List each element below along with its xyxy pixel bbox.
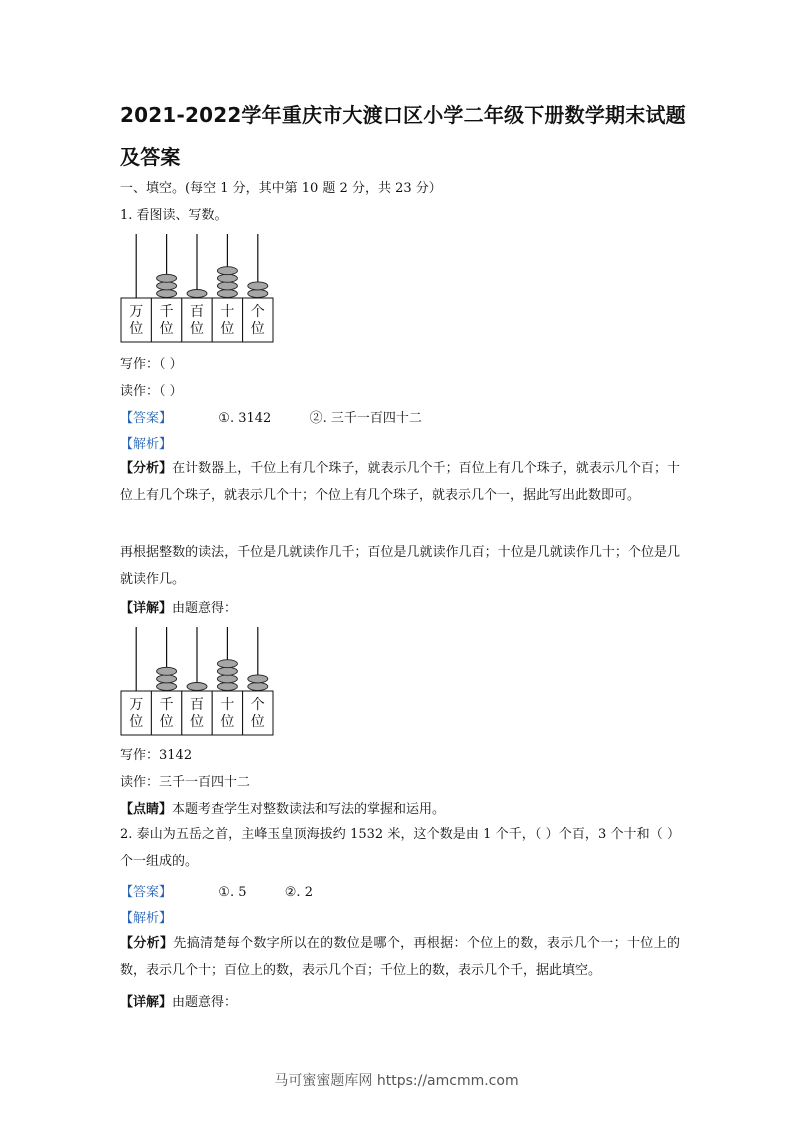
abacus-bead <box>187 683 207 691</box>
question-1-stem: 1. 看图读、写数。 <box>120 208 228 223</box>
abacus-bead <box>248 282 268 290</box>
abacus-bead <box>248 290 268 298</box>
abacus-column-label: 十 <box>220 304 235 320</box>
abacus-column-label: 千 <box>159 697 174 713</box>
abacus-column-label: 百 <box>190 697 204 713</box>
q2-answer-2: ②. 2 <box>284 885 313 900</box>
question-2-stem: 2. 泰山为五岳之首，主峰玉皇顶海拔约 1532 米，这个数是由 1 个千，（ ）个百，3 个十和（ ）个一组成的。 <box>120 827 680 869</box>
abacus-column-label: 千 <box>159 304 174 320</box>
abacus-column-label: 位 <box>129 321 144 337</box>
abacus-column-label: 位 <box>220 321 235 337</box>
analysis-tag: 【解析】 <box>120 911 173 926</box>
q1-answer-2: ②. 三千一百四十二 <box>309 411 422 426</box>
fenxi-text: 在计数器上，千位上有几个珠子，就表示几个千；百位上有几个珠子，就表示几个百；十位上有几个珠子，就表示几个十；个位上有几个珠子，就表示几个一，据此写出此数即可。 <box>120 461 680 503</box>
abacus-figure-2 <box>120 625 276 737</box>
abacus-column-label: 位 <box>190 714 204 730</box>
detail-text: 由题意得： <box>172 995 238 1010</box>
abacus-column-label: 百 <box>190 304 204 320</box>
q2-analysis-tag <box>120 910 172 928</box>
q2-answer-1: ①. 5 <box>218 885 247 900</box>
detail-tag: 【详解】 <box>120 601 173 616</box>
abacus-column-label: 位 <box>159 321 174 337</box>
q2-fenxi-paragraph <box>120 931 680 984</box>
q1-read-prompt: 读作：（ ） <box>120 384 183 399</box>
detail-tag: 【详解】 <box>120 995 173 1010</box>
abacus-column-label: 位 <box>250 714 265 730</box>
document-title: 2021-2022学年重庆市大渡口区小学二年级下册数学期末试题及答案 <box>120 103 686 169</box>
q1-comment-line <box>120 801 445 819</box>
abacus-bead <box>157 667 177 675</box>
q1-detail-line <box>120 600 237 618</box>
abacus-column-label: 位 <box>129 714 144 730</box>
q2-answer-line <box>120 884 313 902</box>
q1-write-prompt: 写作：（ ） <box>120 357 183 372</box>
comment-text: 本题考查学生对整数读法和写法的掌握和运用。 <box>172 802 446 817</box>
abacus-bead <box>217 274 237 282</box>
abacus-bead <box>217 675 237 683</box>
abacus-column-label: 个 <box>250 697 265 713</box>
abacus-column-label: 万 <box>129 304 144 320</box>
detail-text: 由题意得： <box>172 601 238 616</box>
fenxi-text: 先搞清楚每个数字所以在的数位是哪个，再根据：个位上的数，表示几个一；十位上的数，表示几个十；百位上的数，表示几个百；千位上的数，表示几个千，据此填空。 <box>120 936 680 978</box>
abacus-column-label: 位 <box>190 321 204 337</box>
q1-answer-line <box>120 410 422 428</box>
abacus-bead <box>157 290 177 298</box>
abacus-column-label: 位 <box>159 714 174 730</box>
answer-tag: 【答案】 <box>120 885 173 900</box>
abacus-figure-1 <box>120 232 276 344</box>
q1-fenxi-paragraph <box>120 456 680 509</box>
q1-write-answer: 写作：3142 <box>120 748 193 763</box>
abacus-bead <box>248 675 268 683</box>
q2-detail-line <box>120 994 237 1012</box>
abacus-bead <box>217 683 237 691</box>
q1-fenxi-paragraph-2: 再根据整数的读法，千位是几就读作几千；百位是几就读作几百；十位是几就读作几十；个位是几就读作几。 <box>120 545 680 587</box>
fenxi-tag: 【分析】 <box>120 936 174 951</box>
abacus-bead <box>248 683 268 691</box>
abacus-bead <box>217 290 237 298</box>
abacus-column-label: 个 <box>250 304 265 320</box>
fenxi-tag: 【分析】 <box>120 461 173 476</box>
q1-analysis-tag <box>120 436 172 454</box>
q1-read-answer: 读作：三千一百四十二 <box>120 775 251 790</box>
q1-answer-1: ①. 3142 <box>218 411 272 426</box>
abacus-bead <box>157 274 177 282</box>
comment-tag: 【点睛】 <box>120 802 173 817</box>
abacus-column-label: 万 <box>129 697 144 713</box>
abacus-bead <box>217 660 237 668</box>
analysis-tag: 【解析】 <box>120 437 173 452</box>
abacus-column-label: 十 <box>220 697 235 713</box>
abacus-bead <box>157 675 177 683</box>
section-heading: 一、填空。(每空 1 分，其中第 10 题 2 分，共 23 分） <box>120 181 442 196</box>
abacus-bead <box>157 282 177 290</box>
abacus-bead <box>217 667 237 675</box>
abacus-bead <box>157 683 177 691</box>
abacus-column-label: 位 <box>250 321 265 337</box>
abacus-column-label: 位 <box>220 714 235 730</box>
footer-watermark: 马可蜜蜜题库网 https://amcmm.com <box>274 1073 519 1089</box>
abacus-bead <box>217 267 237 275</box>
abacus-bead <box>217 282 237 290</box>
abacus-bead <box>187 290 207 298</box>
answer-tag: 【答案】 <box>120 411 173 426</box>
